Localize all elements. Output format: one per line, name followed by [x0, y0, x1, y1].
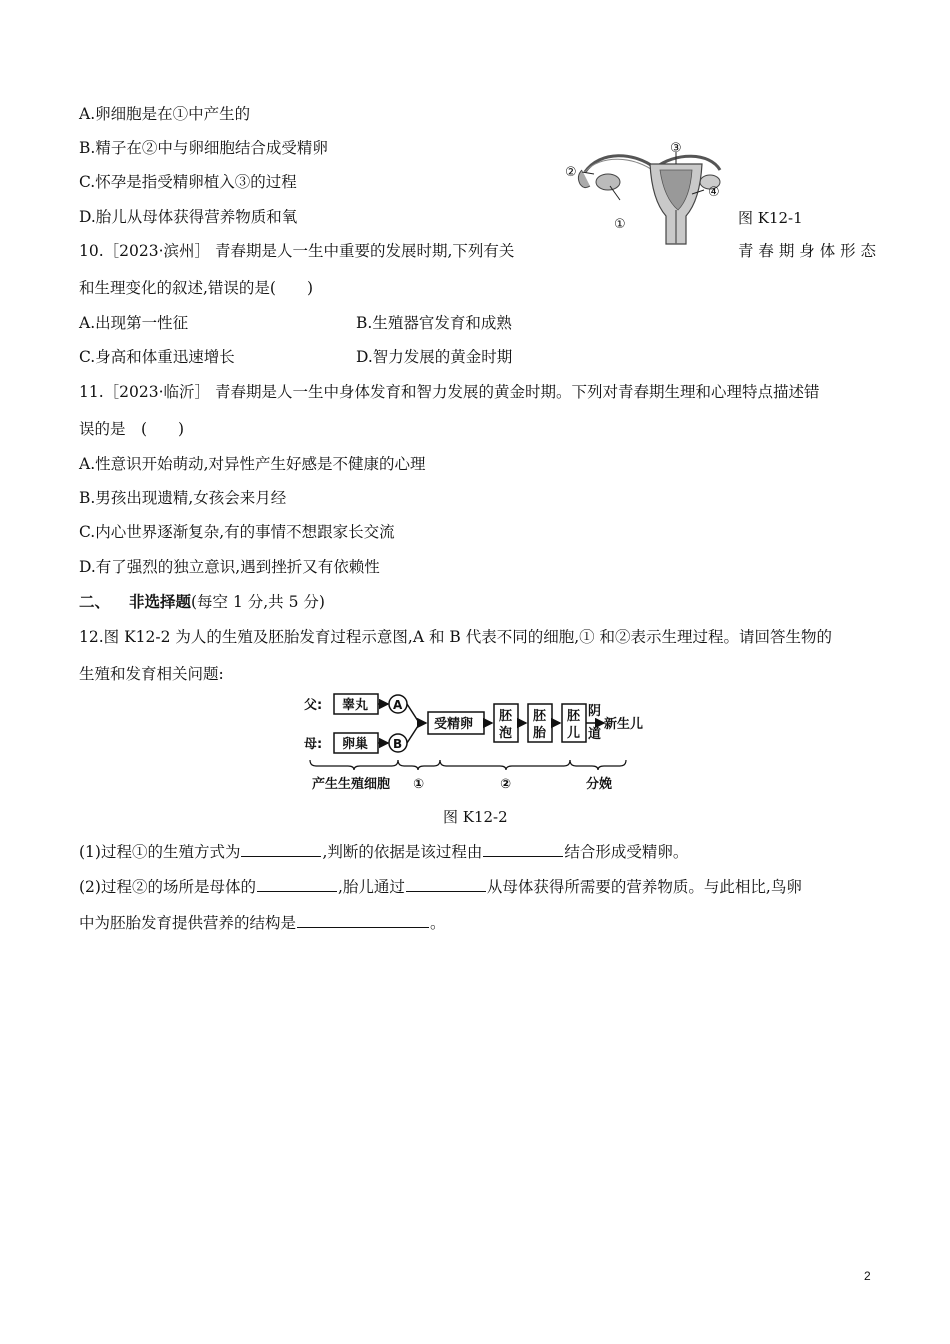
q10-option-d: D.智力发展的黄金时期: [356, 348, 513, 366]
q12-p2-a: (2)过程②的场所是母体的: [79, 878, 256, 896]
q11-option-c: C.内心世界逐渐复杂,有的事情不想跟家长交流: [79, 523, 395, 541]
q11-stem-line1: 11.［2023·临沂］ 青春期是人一生中身体发育和智力发展的黄金时期。下列对青春期生理和心理特点描述错: [79, 383, 820, 401]
q12-p1-a: (1)过程①的生殖方式为: [79, 843, 241, 861]
answer-blank-4[interactable]: [406, 877, 486, 892]
q12-part2: [79, 877, 802, 897]
fig2-fetus-1: 胚: [567, 709, 581, 724]
answer-blank-5[interactable]: [297, 913, 429, 928]
left-ovary: [596, 174, 620, 190]
section2-number: 二、: [79, 593, 111, 611]
fig1-label-2: ②: [565, 165, 577, 180]
fig2-under-produce: 产生生殖细胞: [312, 777, 391, 792]
q12-part2-line2: [79, 913, 446, 933]
q9-option-c: C.怀孕是指受精卵植入③的过程: [79, 173, 297, 191]
fig1-caption: 图 K12-1: [738, 209, 803, 227]
q11-stem-line2: 误的是 ( ): [79, 420, 185, 438]
q12-part1: [79, 842, 688, 862]
fig2-father: 父:: [304, 698, 323, 713]
fig1-label-1: ①: [614, 217, 626, 232]
q11-option-b: B.男孩出现遗精,女孩会来月经: [79, 489, 287, 507]
q10-option-b: B.生殖器官发育和成熟: [356, 314, 512, 332]
fig1-label-4: ④: [708, 185, 720, 200]
q9-option-d: D.胎儿从母体获得营养物质和氧: [79, 208, 298, 226]
fig2-testis: 睾丸: [342, 698, 369, 713]
fig2-under-1: ①: [413, 777, 425, 792]
q10-stem-right: 青 春 期 身 体 形 态: [738, 242, 877, 260]
fig2-newborn: 新生儿: [604, 717, 644, 732]
section2-note: (每空 1 分,共 5 分): [190, 593, 325, 611]
fig2-under-delivery: 分娩: [586, 777, 613, 792]
q10-option-c: C.身高和体重迅速增长: [79, 348, 235, 366]
fig2-embryo-2: 胎: [533, 726, 547, 741]
q12-stem-line1: 12.图 K12-2 为人的生殖及胚胎发育过程示意图,A 和 B 代表不同的细胞,① 和②表示生理过程。请回答生物的: [79, 628, 833, 646]
fig2-vagina-2: 道: [588, 727, 602, 742]
section2-title: 非选择题: [128, 593, 191, 611]
q11-option-a: A.性意识开始萌动,对异性产生好感是不健康的心理: [79, 455, 426, 473]
q12-stem-line2: 生殖和发育相关问题:: [79, 665, 224, 683]
q10-stem-line2: 和生理变化的叙述,错误的是( ): [79, 279, 314, 297]
q9-option-a: A.卵细胞是在①中产生的: [79, 105, 251, 123]
fig2-zygote: 受精卵: [434, 717, 474, 732]
q12-p2-c: 从母体获得所需要的营养物质。与此相比,鸟卵: [486, 878, 802, 896]
q12-p1-c: 结合形成受精卵。: [564, 843, 689, 861]
fig2-under-2: ②: [500, 777, 512, 792]
answer-blank-1[interactable]: [241, 842, 321, 857]
q12-p1-b: ,判断的依据是该过程由: [322, 843, 483, 861]
section2-heading: [79, 592, 325, 612]
fig2-vagina-1: 阴: [588, 704, 602, 719]
figure-k12-2: [300, 688, 660, 798]
fig2-ovary: 卵巢: [342, 737, 369, 752]
fig2-blastocyst-1: 胚: [499, 709, 513, 724]
answer-blank-3[interactable]: [257, 877, 337, 892]
page-number: 2: [864, 1269, 871, 1283]
answer-blank-2[interactable]: [483, 842, 563, 857]
fig2-caption: 图 K12-2: [443, 808, 508, 826]
q12-p2-b: ,胎儿通过: [337, 878, 405, 896]
fig2-blastocyst-2: 泡: [499, 726, 513, 741]
fig2-mother: 母:: [304, 737, 323, 752]
q10-stem-left: 10.［2023·滨州］ 青春期是人一生中重要的发展时期,下列有关: [79, 242, 515, 260]
fig2-cell-a-label: A: [393, 698, 403, 712]
q11-option-d: D.有了强烈的独立意识,遇到挫折又有依赖性: [79, 558, 380, 576]
q12-p2-line2: 中为胚胎发育提供营养的结构是: [79, 914, 297, 932]
fig1-label-3: ③: [670, 141, 682, 156]
fig2-fetus-2: 儿: [567, 726, 581, 741]
q10-option-a: A.出现第一性征: [79, 314, 189, 332]
fig2-cell-b-label: B: [393, 737, 403, 751]
fig2-embryo-1: 胚: [533, 709, 547, 724]
figure-k12-1: [560, 140, 730, 250]
q12-p2-end: 。: [430, 914, 446, 932]
q9-option-b: B.精子在②中与卵细胞结合成受精卵: [79, 139, 328, 157]
